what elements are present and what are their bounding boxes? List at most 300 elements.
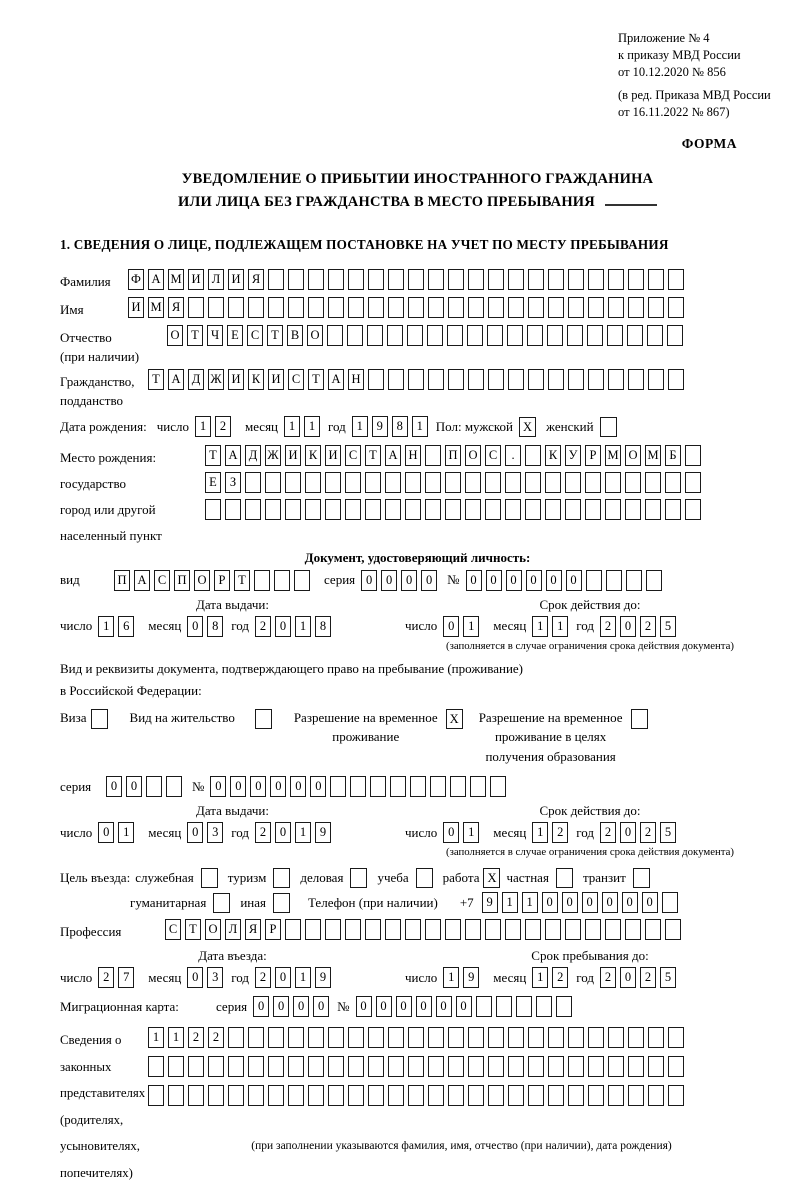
char-cell[interactable]: [428, 1027, 444, 1048]
char-cell[interactable]: [168, 1085, 184, 1106]
char-cell[interactable]: 1: [295, 616, 311, 637]
char-cell[interactable]: 1: [552, 616, 568, 637]
char-cell[interactable]: 1: [522, 892, 538, 913]
char-cell[interactable]: [548, 369, 564, 390]
char-cell[interactable]: 0: [356, 996, 372, 1017]
char-cell[interactable]: [628, 1027, 644, 1048]
char-cell[interactable]: Л: [208, 269, 224, 290]
char-cell[interactable]: 0: [275, 616, 291, 637]
entry-year-cells[interactable]: [255, 967, 335, 988]
char-cell[interactable]: [662, 892, 678, 913]
char-cell[interactable]: [605, 499, 621, 520]
char-cell[interactable]: [148, 1056, 164, 1077]
char-cell[interactable]: [268, 1027, 284, 1048]
char-cell[interactable]: [548, 297, 564, 318]
char-cell[interactable]: [545, 919, 561, 940]
temp-residence-education-checkbox[interactable]: [631, 709, 648, 729]
char-cell[interactable]: [568, 1027, 584, 1048]
char-cell[interactable]: [428, 1085, 444, 1106]
char-cell[interactable]: [428, 1056, 444, 1077]
char-cell[interactable]: [496, 996, 512, 1017]
char-cell[interactable]: 0: [396, 996, 412, 1017]
char-cell[interactable]: О: [205, 919, 221, 940]
migcard-number-cells[interactable]: [356, 996, 576, 1017]
char-cell[interactable]: [430, 776, 446, 797]
char-cell[interactable]: [648, 1056, 664, 1077]
char-cell[interactable]: [468, 269, 484, 290]
char-cell[interactable]: [328, 1027, 344, 1048]
char-cell[interactable]: 0: [456, 996, 472, 1017]
phone-cells[interactable]: [482, 892, 682, 913]
char-cell[interactable]: И: [128, 297, 144, 318]
char-cell[interactable]: [467, 325, 483, 346]
char-cell[interactable]: 1: [352, 416, 368, 437]
char-cell[interactable]: 0: [187, 616, 203, 637]
char-cell[interactable]: С: [247, 325, 263, 346]
char-cell[interactable]: 0: [126, 776, 142, 797]
char-cell[interactable]: Ж: [208, 369, 224, 390]
char-cell[interactable]: [468, 297, 484, 318]
birthplace-row3-cells[interactable]: [205, 499, 705, 520]
char-cell[interactable]: Ч: [207, 325, 223, 346]
char-cell[interactable]: М: [645, 445, 661, 466]
char-cell[interactable]: 0: [436, 996, 452, 1017]
char-cell[interactable]: 0: [275, 822, 291, 843]
char-cell[interactable]: [408, 1027, 424, 1048]
char-cell[interactable]: [528, 269, 544, 290]
passport-issue-day-cells[interactable]: [98, 616, 138, 637]
char-cell[interactable]: [305, 472, 321, 493]
char-cell[interactable]: [308, 1056, 324, 1077]
char-cell[interactable]: [325, 919, 341, 940]
char-cell[interactable]: У: [565, 445, 581, 466]
char-cell[interactable]: [488, 1085, 504, 1106]
passport-issue-year-cells[interactable]: [255, 616, 335, 637]
char-cell[interactable]: 0: [381, 570, 397, 591]
char-cell[interactable]: 1: [412, 416, 428, 437]
char-cell[interactable]: [665, 472, 681, 493]
passport-issue-month-cells[interactable]: [187, 616, 227, 637]
char-cell[interactable]: [608, 269, 624, 290]
char-cell[interactable]: Д: [188, 369, 204, 390]
char-cell[interactable]: [468, 1085, 484, 1106]
char-cell[interactable]: [285, 499, 301, 520]
char-cell[interactable]: И: [228, 269, 244, 290]
char-cell[interactable]: И: [325, 445, 341, 466]
char-cell[interactable]: [390, 776, 406, 797]
char-cell[interactable]: 0: [313, 996, 329, 1017]
char-cell[interactable]: [646, 570, 662, 591]
char-cell[interactable]: [288, 297, 304, 318]
char-cell[interactable]: [668, 1085, 684, 1106]
purpose-study-checkbox[interactable]: [416, 868, 433, 888]
char-cell[interactable]: 0: [98, 822, 114, 843]
char-cell[interactable]: [348, 1027, 364, 1048]
surname-cells[interactable]: [128, 269, 688, 290]
char-cell[interactable]: [668, 1056, 684, 1077]
char-cell[interactable]: [587, 325, 603, 346]
rvp-expiry-year-cells[interactable]: [600, 822, 680, 843]
char-cell[interactable]: [248, 297, 264, 318]
char-cell[interactable]: [625, 472, 641, 493]
char-cell[interactable]: [285, 472, 301, 493]
char-cell[interactable]: Е: [205, 472, 221, 493]
char-cell[interactable]: [428, 369, 444, 390]
char-cell[interactable]: 2: [98, 967, 114, 988]
doc-number-cells[interactable]: [466, 570, 666, 591]
char-cell[interactable]: [345, 499, 361, 520]
char-cell[interactable]: 0: [421, 570, 437, 591]
char-cell[interactable]: 0: [620, 822, 636, 843]
char-cell[interactable]: [228, 1056, 244, 1077]
char-cell[interactable]: Н: [348, 369, 364, 390]
char-cell[interactable]: 7: [118, 967, 134, 988]
rvp-issue-day-cells[interactable]: [98, 822, 138, 843]
legal-row2-cells[interactable]: [148, 1056, 688, 1077]
char-cell[interactable]: [685, 445, 701, 466]
char-cell[interactable]: [565, 919, 581, 940]
purpose-private-checkbox[interactable]: [556, 868, 573, 888]
char-cell[interactable]: [308, 297, 324, 318]
char-cell[interactable]: А: [168, 369, 184, 390]
char-cell[interactable]: [665, 919, 681, 940]
char-cell[interactable]: [626, 570, 642, 591]
char-cell[interactable]: А: [328, 369, 344, 390]
char-cell[interactable]: О: [194, 570, 210, 591]
char-cell[interactable]: [388, 1085, 404, 1106]
char-cell[interactable]: [268, 269, 284, 290]
char-cell[interactable]: [265, 499, 281, 520]
stay-year-cells[interactable]: [600, 967, 680, 988]
birth-year-cells[interactable]: [352, 416, 432, 437]
char-cell[interactable]: [388, 269, 404, 290]
char-cell[interactable]: [347, 325, 363, 346]
char-cell[interactable]: [628, 269, 644, 290]
char-cell[interactable]: А: [385, 445, 401, 466]
rvp-expiry-day-cells[interactable]: [443, 822, 483, 843]
char-cell[interactable]: 0: [187, 822, 203, 843]
char-cell[interactable]: 5: [660, 616, 676, 637]
char-cell[interactable]: [647, 325, 663, 346]
char-cell[interactable]: К: [545, 445, 561, 466]
char-cell[interactable]: [450, 776, 466, 797]
char-cell[interactable]: О: [167, 325, 183, 346]
char-cell[interactable]: М: [605, 445, 621, 466]
char-cell[interactable]: [408, 369, 424, 390]
char-cell[interactable]: Я: [248, 269, 264, 290]
char-cell[interactable]: Л: [225, 919, 241, 940]
char-cell[interactable]: [348, 269, 364, 290]
char-cell[interactable]: Т: [185, 919, 201, 940]
char-cell[interactable]: 2: [255, 616, 271, 637]
char-cell[interactable]: И: [188, 269, 204, 290]
char-cell[interactable]: [254, 570, 270, 591]
char-cell[interactable]: 0: [273, 996, 289, 1017]
char-cell[interactable]: [305, 919, 321, 940]
char-cell[interactable]: [245, 499, 261, 520]
char-cell[interactable]: [468, 369, 484, 390]
char-cell[interactable]: [607, 325, 623, 346]
char-cell[interactable]: И: [228, 369, 244, 390]
char-cell[interactable]: А: [148, 269, 164, 290]
char-cell[interactable]: [425, 472, 441, 493]
rvp-seriya-cells[interactable]: [106, 776, 186, 797]
char-cell[interactable]: М: [148, 297, 164, 318]
char-cell[interactable]: 0: [486, 570, 502, 591]
char-cell[interactable]: [274, 570, 290, 591]
char-cell[interactable]: С: [154, 570, 170, 591]
char-cell[interactable]: [685, 499, 701, 520]
char-cell[interactable]: 6: [118, 616, 134, 637]
char-cell[interactable]: Б: [665, 445, 681, 466]
char-cell[interactable]: 1: [195, 416, 211, 437]
char-cell[interactable]: 2: [640, 616, 656, 637]
char-cell[interactable]: [528, 369, 544, 390]
char-cell[interactable]: 0: [582, 892, 598, 913]
visa-checkbox[interactable]: [91, 709, 108, 729]
char-cell[interactable]: О: [465, 445, 481, 466]
char-cell[interactable]: [545, 472, 561, 493]
char-cell[interactable]: [268, 1085, 284, 1106]
char-cell[interactable]: [308, 1085, 324, 1106]
char-cell[interactable]: [188, 1085, 204, 1106]
char-cell[interactable]: 2: [600, 967, 616, 988]
char-cell[interactable]: [288, 1027, 304, 1048]
char-cell[interactable]: [248, 1027, 264, 1048]
sex-male-checkbox[interactable]: X: [519, 417, 536, 437]
sex-female-checkbox[interactable]: [600, 417, 617, 437]
char-cell[interactable]: И: [285, 445, 301, 466]
char-cell[interactable]: Т: [148, 369, 164, 390]
char-cell[interactable]: Ж: [265, 445, 281, 466]
char-cell[interactable]: [668, 369, 684, 390]
char-cell[interactable]: [508, 297, 524, 318]
legal-row1-cells[interactable]: [148, 1027, 688, 1048]
char-cell[interactable]: [188, 297, 204, 318]
char-cell[interactable]: Ф: [128, 269, 144, 290]
char-cell[interactable]: [428, 297, 444, 318]
char-cell[interactable]: [645, 919, 661, 940]
char-cell[interactable]: [508, 1085, 524, 1106]
char-cell[interactable]: А: [225, 445, 241, 466]
char-cell[interactable]: [146, 776, 162, 797]
char-cell[interactable]: [588, 369, 604, 390]
char-cell[interactable]: [645, 472, 661, 493]
char-cell[interactable]: [305, 499, 321, 520]
char-cell[interactable]: [405, 472, 421, 493]
char-cell[interactable]: [268, 1056, 284, 1077]
char-cell[interactable]: [208, 297, 224, 318]
char-cell[interactable]: [308, 1027, 324, 1048]
char-cell[interactable]: [525, 919, 541, 940]
char-cell[interactable]: [385, 499, 401, 520]
doc-type-cells[interactable]: [114, 570, 314, 591]
char-cell[interactable]: 0: [416, 996, 432, 1017]
char-cell[interactable]: [388, 297, 404, 318]
char-cell[interactable]: 0: [506, 570, 522, 591]
char-cell[interactable]: [525, 472, 541, 493]
char-cell[interactable]: [588, 1085, 604, 1106]
char-cell[interactable]: 0: [443, 822, 459, 843]
char-cell[interactable]: 2: [188, 1027, 204, 1048]
char-cell[interactable]: [528, 297, 544, 318]
char-cell[interactable]: [505, 472, 521, 493]
char-cell[interactable]: 8: [315, 616, 331, 637]
char-cell[interactable]: М: [168, 269, 184, 290]
char-cell[interactable]: [668, 269, 684, 290]
char-cell[interactable]: [166, 776, 182, 797]
char-cell[interactable]: [536, 996, 552, 1017]
char-cell[interactable]: 0: [210, 776, 226, 797]
char-cell[interactable]: [365, 499, 381, 520]
char-cell[interactable]: 8: [207, 616, 223, 637]
char-cell[interactable]: Т: [205, 445, 221, 466]
char-cell[interactable]: [248, 1056, 264, 1077]
temp-residence-checkbox[interactable]: X: [446, 709, 463, 729]
char-cell[interactable]: [408, 1085, 424, 1106]
char-cell[interactable]: [548, 1085, 564, 1106]
char-cell[interactable]: [445, 499, 461, 520]
char-cell[interactable]: 1: [295, 967, 311, 988]
char-cell[interactable]: [645, 499, 661, 520]
purpose-tourism-checkbox[interactable]: [273, 868, 290, 888]
char-cell[interactable]: [565, 472, 581, 493]
char-cell[interactable]: [325, 472, 341, 493]
char-cell[interactable]: [350, 776, 366, 797]
char-cell[interactable]: [370, 776, 386, 797]
char-cell[interactable]: П: [445, 445, 461, 466]
char-cell[interactable]: [528, 1056, 544, 1077]
char-cell[interactable]: [516, 996, 532, 1017]
char-cell[interactable]: [628, 297, 644, 318]
char-cell[interactable]: [545, 499, 561, 520]
char-cell[interactable]: [325, 499, 341, 520]
char-cell[interactable]: 1: [295, 822, 311, 843]
char-cell[interactable]: С: [165, 919, 181, 940]
char-cell[interactable]: Т: [234, 570, 250, 591]
citizenship-cells[interactable]: [148, 369, 688, 390]
purpose-other-checkbox[interactable]: [273, 893, 290, 913]
char-cell[interactable]: [388, 369, 404, 390]
char-cell[interactable]: [588, 1056, 604, 1077]
char-cell[interactable]: [330, 776, 346, 797]
char-cell[interactable]: [385, 472, 401, 493]
char-cell[interactable]: [368, 269, 384, 290]
char-cell[interactable]: [365, 472, 381, 493]
char-cell[interactable]: [487, 325, 503, 346]
char-cell[interactable]: [608, 369, 624, 390]
char-cell[interactable]: [667, 325, 683, 346]
char-cell[interactable]: [508, 269, 524, 290]
char-cell[interactable]: Я: [245, 919, 261, 940]
char-cell[interactable]: Р: [214, 570, 230, 591]
char-cell[interactable]: П: [114, 570, 130, 591]
char-cell[interactable]: П: [174, 570, 190, 591]
char-cell[interactable]: 0: [250, 776, 266, 797]
purpose-work-checkbox[interactable]: X: [483, 868, 500, 888]
char-cell[interactable]: [368, 1027, 384, 1048]
char-cell[interactable]: 0: [401, 570, 417, 591]
profession-cells[interactable]: [165, 919, 685, 940]
char-cell[interactable]: [548, 269, 564, 290]
char-cell[interactable]: [668, 297, 684, 318]
char-cell[interactable]: [408, 269, 424, 290]
char-cell[interactable]: 9: [482, 892, 498, 913]
char-cell[interactable]: 1: [463, 822, 479, 843]
char-cell[interactable]: 1: [463, 616, 479, 637]
char-cell[interactable]: [567, 325, 583, 346]
char-cell[interactable]: [556, 996, 572, 1017]
char-cell[interactable]: 0: [310, 776, 326, 797]
char-cell[interactable]: [470, 776, 486, 797]
char-cell[interactable]: [608, 1085, 624, 1106]
char-cell[interactable]: 2: [600, 822, 616, 843]
passport-expiry-month-cells[interactable]: [532, 616, 572, 637]
char-cell[interactable]: [568, 369, 584, 390]
char-cell[interactable]: Т: [365, 445, 381, 466]
char-cell[interactable]: 0: [622, 892, 638, 913]
char-cell[interactable]: С: [345, 445, 361, 466]
char-cell[interactable]: 9: [315, 967, 331, 988]
char-cell[interactable]: [248, 1085, 264, 1106]
char-cell[interactable]: 2: [255, 822, 271, 843]
legal-row3-cells[interactable]: [148, 1085, 688, 1106]
char-cell[interactable]: 0: [542, 892, 558, 913]
char-cell[interactable]: [468, 1056, 484, 1077]
char-cell[interactable]: 2: [208, 1027, 224, 1048]
char-cell[interactable]: 0: [566, 570, 582, 591]
char-cell[interactable]: [288, 269, 304, 290]
purpose-humanitarian-checkbox[interactable]: [213, 893, 230, 913]
char-cell[interactable]: [427, 325, 443, 346]
char-cell[interactable]: [448, 297, 464, 318]
char-cell[interactable]: [628, 1085, 644, 1106]
char-cell[interactable]: [588, 269, 604, 290]
char-cell[interactable]: [308, 269, 324, 290]
char-cell[interactable]: [448, 369, 464, 390]
char-cell[interactable]: [488, 1056, 504, 1077]
char-cell[interactable]: [507, 325, 523, 346]
char-cell[interactable]: [568, 1085, 584, 1106]
char-cell[interactable]: 0: [526, 570, 542, 591]
char-cell[interactable]: [367, 325, 383, 346]
char-cell[interactable]: [608, 297, 624, 318]
char-cell[interactable]: [205, 499, 221, 520]
char-cell[interactable]: 1: [532, 616, 548, 637]
char-cell[interactable]: [465, 472, 481, 493]
char-cell[interactable]: 0: [290, 776, 306, 797]
char-cell[interactable]: [628, 1056, 644, 1077]
char-cell[interactable]: С: [288, 369, 304, 390]
char-cell[interactable]: [568, 1056, 584, 1077]
rvp-expiry-month-cells[interactable]: [532, 822, 572, 843]
char-cell[interactable]: [527, 325, 543, 346]
char-cell[interactable]: [465, 499, 481, 520]
char-cell[interactable]: [605, 472, 621, 493]
char-cell[interactable]: 9: [315, 822, 331, 843]
char-cell[interactable]: [548, 1056, 564, 1077]
stay-month-cells[interactable]: [532, 967, 572, 988]
patronymic-cells[interactable]: [167, 325, 687, 346]
char-cell[interactable]: [548, 1027, 564, 1048]
doc-seriya-cells[interactable]: [361, 570, 441, 591]
char-cell[interactable]: [605, 919, 621, 940]
char-cell[interactable]: [585, 472, 601, 493]
char-cell[interactable]: [228, 1085, 244, 1106]
char-cell[interactable]: 2: [640, 967, 656, 988]
char-cell[interactable]: [448, 1056, 464, 1077]
char-cell[interactable]: К: [305, 445, 321, 466]
